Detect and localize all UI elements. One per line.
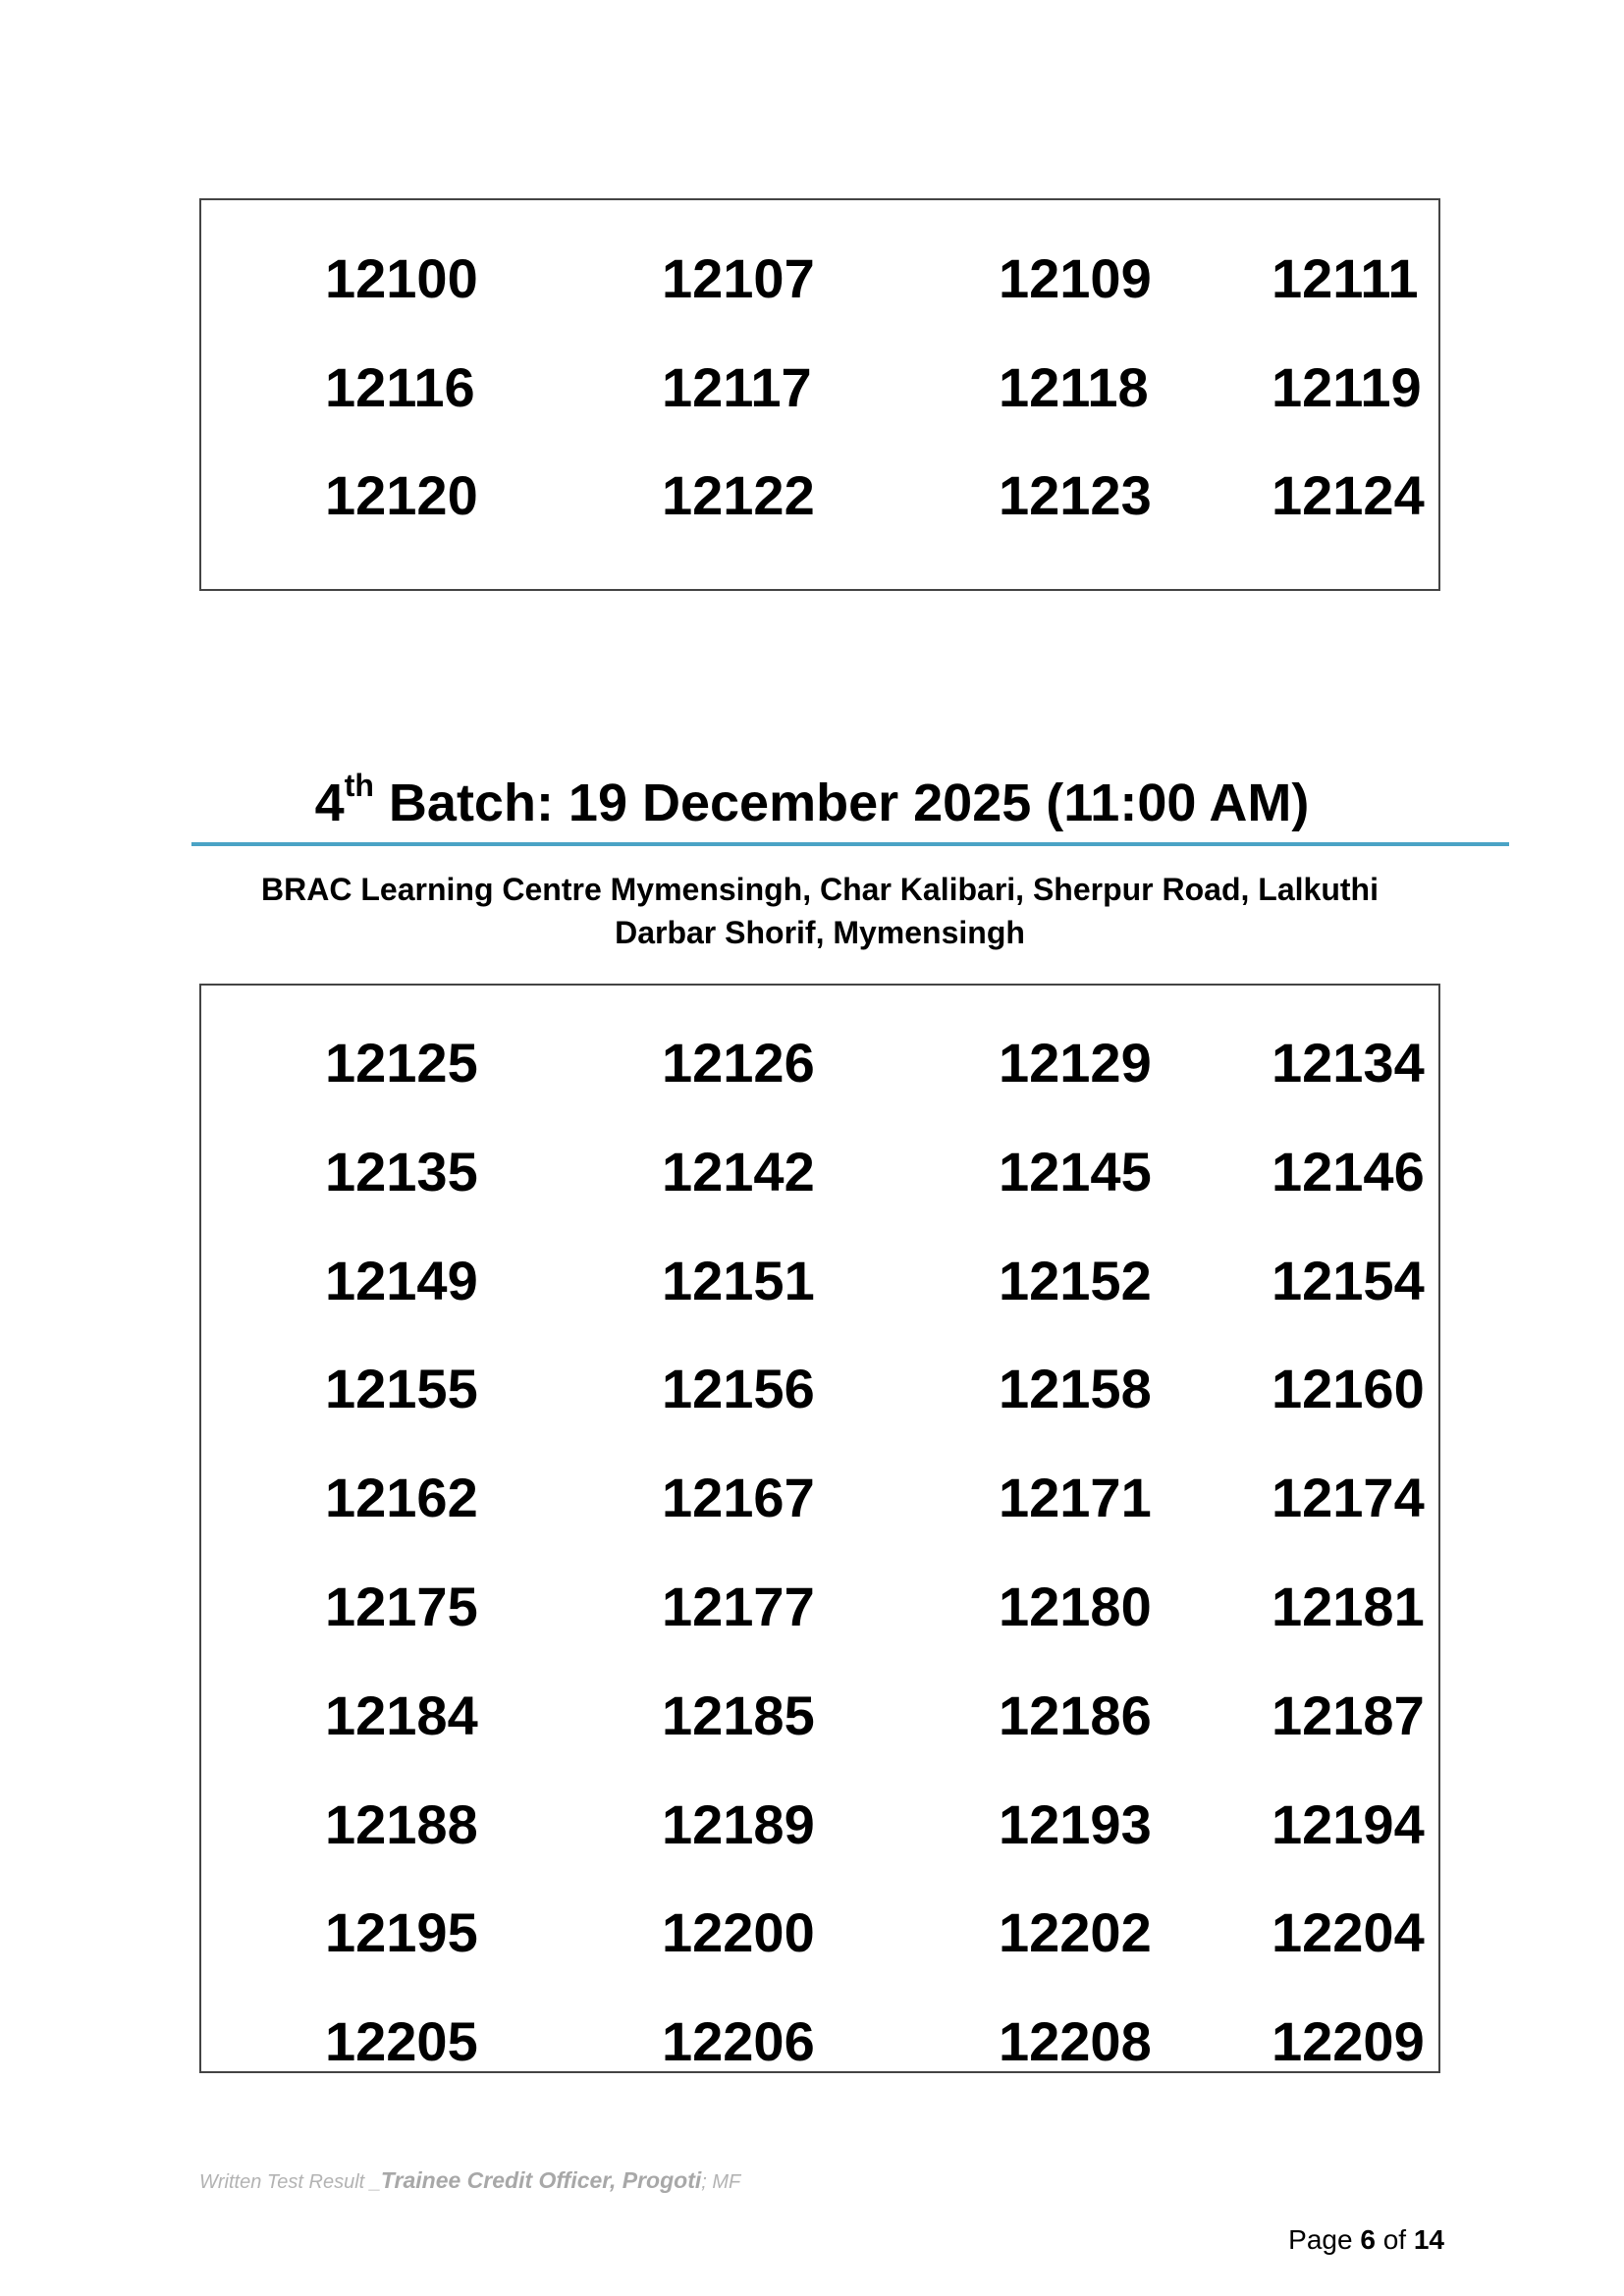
roll-number: 12142 [662, 1140, 815, 1202]
roll-number: 12155 [325, 1358, 478, 1420]
roll-number: 12206 [662, 2010, 815, 2073]
venue-line-2: Darbar Shorif, Mymensingh [615, 915, 1025, 950]
roll-number: 12202 [999, 1901, 1152, 1964]
roll-number: 12116 [325, 355, 475, 418]
roll-number: 12162 [325, 1467, 478, 1529]
roll-number: 12119 [1272, 355, 1422, 418]
batch-title-text: Batch: 19 December 2025 (11:00 AM) [373, 774, 1310, 832]
footer-note-prefix: Written Test Result _ [199, 2171, 381, 2193]
roll-number: 12160 [1272, 1358, 1425, 1420]
roll-number: 12180 [999, 1575, 1152, 1637]
roll-number: 12135 [325, 1140, 478, 1202]
page-of: of [1382, 2224, 1407, 2255]
page-number [1288, 2224, 1444, 2256]
roll-number: 12156 [662, 1358, 815, 1420]
page-total: 14 [1413, 2224, 1444, 2255]
roll-number: 12151 [662, 1249, 815, 1311]
roll-number: 12181 [1272, 1575, 1425, 1637]
roll-number: 12109 [999, 247, 1152, 309]
roll-number: 12175 [325, 1575, 478, 1637]
roll-number: 12158 [999, 1358, 1152, 1420]
roll-number: 12204 [1272, 1901, 1425, 1964]
roll-number: 12118 [999, 355, 1149, 418]
roll-number: 12185 [662, 1683, 815, 1746]
roll-number: 12209 [1272, 2010, 1425, 2073]
roll-number: 12193 [999, 1792, 1152, 1855]
roll-number: 12194 [1272, 1792, 1425, 1855]
page-label: Page [1288, 2224, 1353, 2255]
venue-address [196, 868, 1443, 954]
roll-number: 12152 [999, 1249, 1152, 1311]
roll-number: 12200 [662, 1901, 815, 1964]
roll-number: 12154 [1272, 1249, 1425, 1311]
roll-number: 12123 [999, 464, 1152, 526]
page-current: 6 [1360, 2224, 1376, 2255]
roll-number: 12174 [1272, 1467, 1425, 1529]
roll-number: 12187 [1272, 1683, 1425, 1746]
roll-number: 12125 [325, 1032, 478, 1094]
footer-note-suffix: ; MF [701, 2171, 741, 2193]
roll-number: 12177 [662, 1575, 815, 1637]
roll-number: 12195 [325, 1901, 478, 1964]
roll-number: 12145 [999, 1140, 1152, 1202]
roll-number: 12146 [1272, 1140, 1425, 1202]
roll-number: 12117 [662, 355, 812, 418]
batch-title [0, 768, 1624, 832]
roll-number: 12111 [1272, 247, 1419, 309]
roll-number: 12205 [325, 2010, 478, 2073]
roll-number: 12134 [1272, 1032, 1425, 1094]
roll-number: 12107 [662, 247, 815, 309]
roll-number: 12189 [662, 1792, 815, 1855]
roll-number: 12208 [999, 2010, 1152, 2073]
roll-number: 12186 [999, 1683, 1152, 1746]
roll-number: 12149 [325, 1249, 478, 1311]
venue-line-1: BRAC Learning Centre Mymensingh, Char Kalibari, Sherpur Road, Lalkuthi [261, 872, 1379, 907]
roll-number: 12167 [662, 1467, 815, 1529]
roll-number: 12184 [325, 1683, 478, 1746]
roll-number: 12126 [662, 1032, 815, 1094]
title-divider [191, 842, 1509, 846]
roll-number: 12124 [1272, 464, 1425, 526]
roll-number: 12100 [325, 247, 478, 309]
batch-number-suffix: th [344, 768, 374, 803]
roll-number: 12129 [999, 1032, 1152, 1094]
batch-number: 4 [314, 774, 345, 832]
roll-number: 12120 [325, 464, 478, 526]
footer-note [199, 2167, 740, 2194]
roll-number: 12171 [999, 1467, 1152, 1529]
footer-note-bold: Trainee Credit Officer, Progoti [380, 2167, 702, 2193]
roll-number: 12188 [325, 1792, 478, 1855]
roll-number: 12122 [662, 464, 815, 526]
